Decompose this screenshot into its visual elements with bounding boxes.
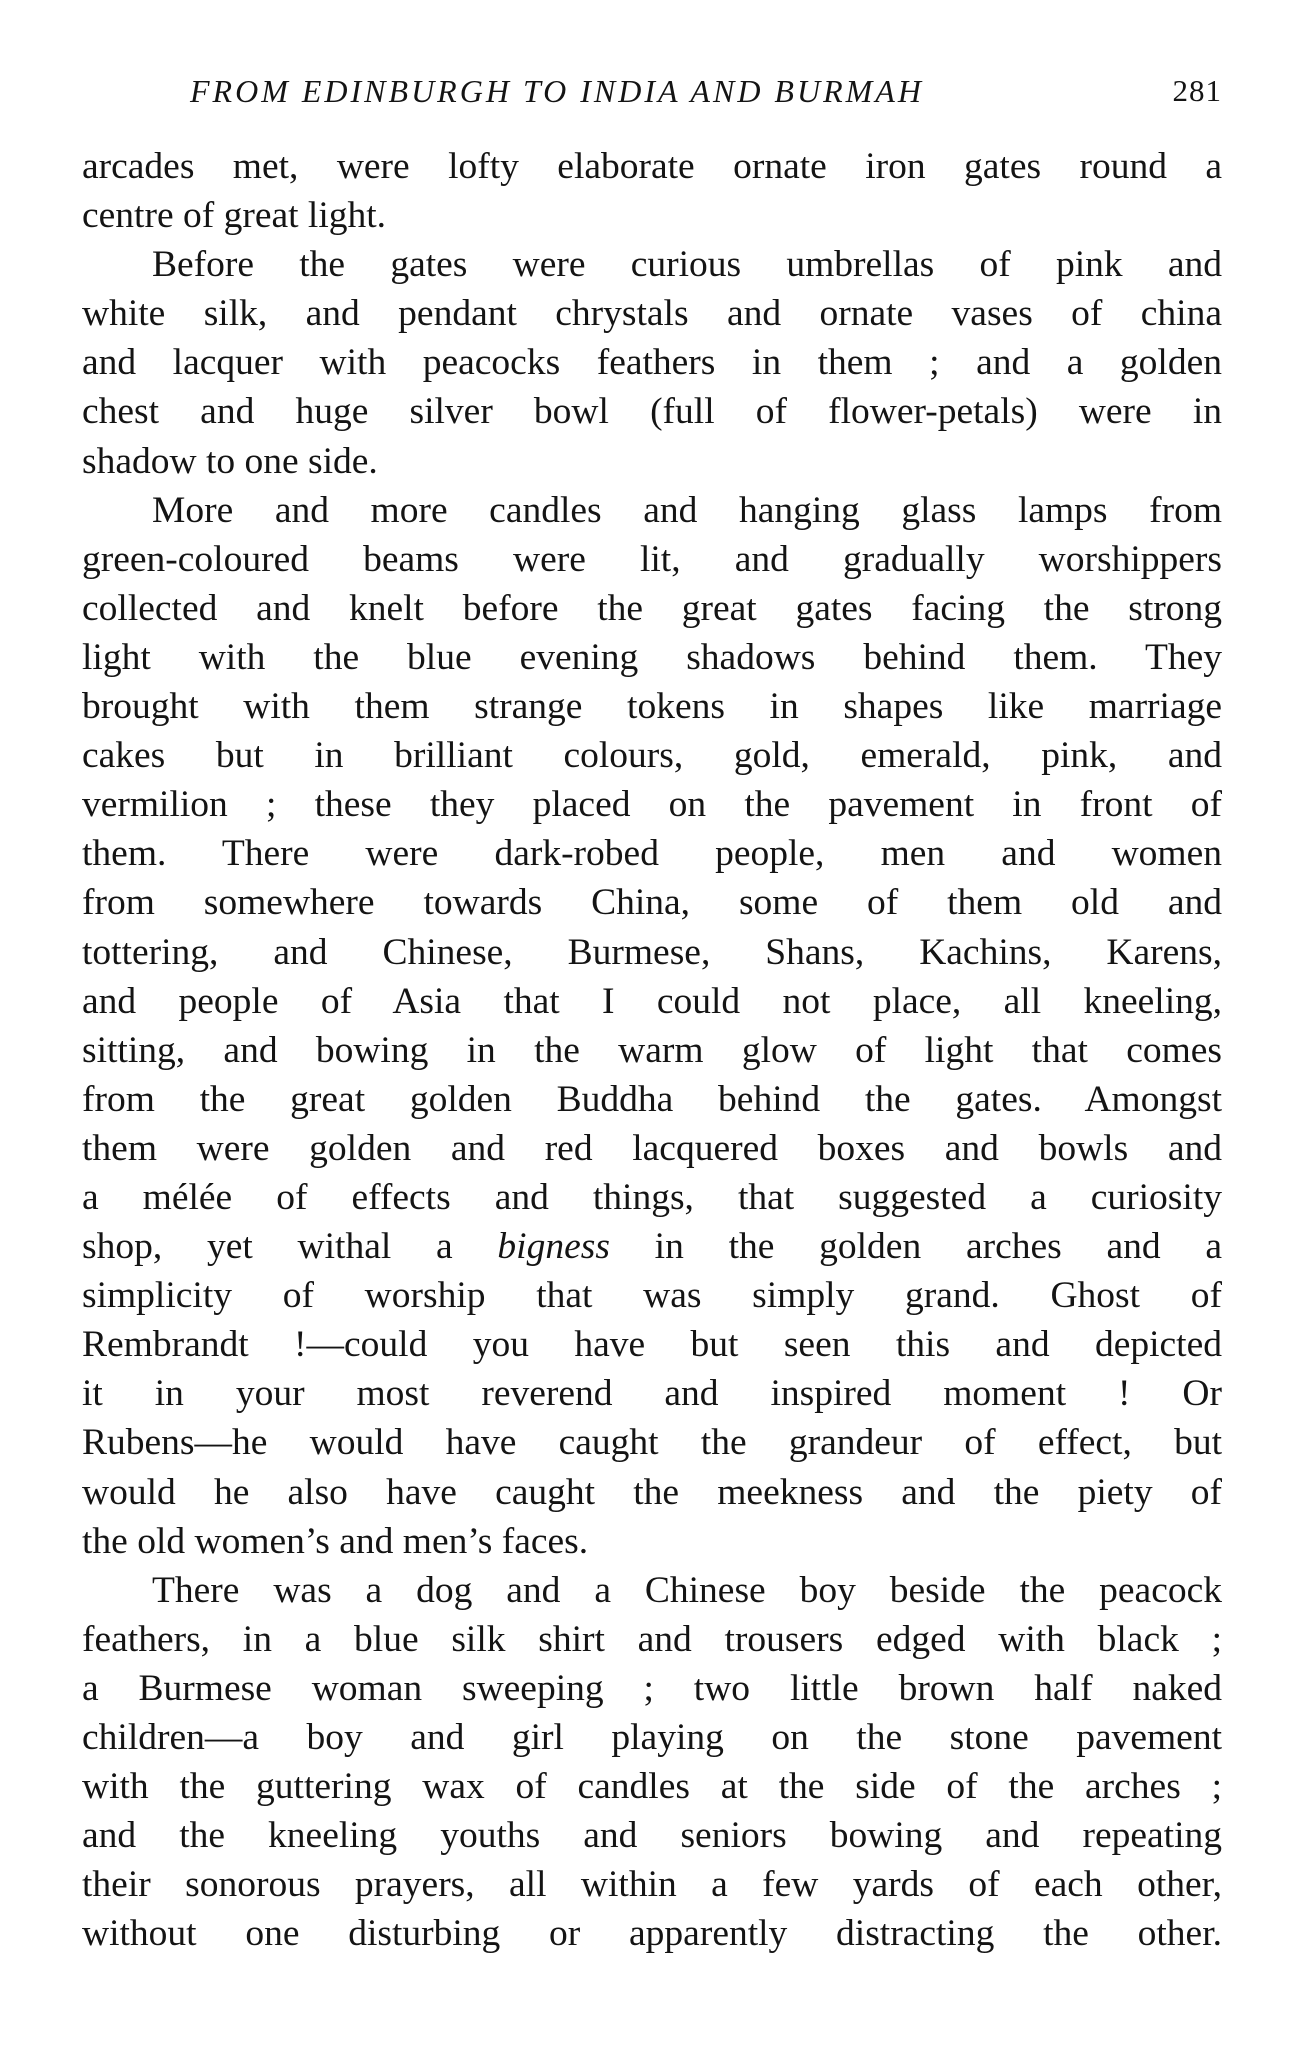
text-fragment: shop, yet withal a bbox=[82, 1226, 498, 1268]
paragraph-first-line: There was a dog and a Chinese boy beside the peacock bbox=[152, 1569, 1222, 1611]
text-line: Rembrandt !—could you have but seen this and depicted bbox=[82, 1324, 1222, 1366]
text-line: light with the blue evening shadows behind them. They bbox=[82, 636, 1222, 678]
text-line: and lacquer with peacocks feathers in them ; and a golden bbox=[82, 342, 1222, 384]
paragraph-first-line: Before the gates were curious umbrellas of pink and bbox=[152, 244, 1222, 286]
text-line: chest and huge silver bowl (full of flower-petals) were in bbox=[82, 391, 1222, 433]
text-line: simplicity of worship that was simply grand. Ghost of bbox=[82, 1275, 1222, 1317]
text-line: sitting, and bowing in the warm glow of light that comes bbox=[82, 1029, 1222, 1071]
text-line: cakes but in brilliant colours, gold, emerald, pink, and bbox=[82, 735, 1222, 777]
text-line: the old women’s and men’s faces. bbox=[82, 1520, 589, 1562]
text-line: and the kneeling youths and seniors bowing and repeating bbox=[82, 1815, 1222, 1857]
text-line: Rubens—he would have caught the grandeur of effect, but bbox=[82, 1422, 1222, 1464]
italic-word: bigness bbox=[497, 1226, 610, 1268]
text-line: them were golden and red lacquered boxes and bowls and bbox=[82, 1127, 1222, 1169]
running-title: FROM EDINBURGH TO INDIA AND BURMAH bbox=[190, 73, 924, 109]
text-line: them. There were dark-robed people, men and women bbox=[82, 833, 1222, 875]
text-line: white silk, and pendant chrystals and ornate vases of china bbox=[82, 293, 1222, 335]
text-line: would he also have caught the meekness and the piety of bbox=[82, 1471, 1222, 1513]
text-line: collected and knelt before the great gates facing the strong bbox=[82, 587, 1222, 629]
text-line: brought with them strange tokens in shapes like marriage bbox=[82, 686, 1222, 728]
text-line: and people of Asia that I could not place, all kneeling, bbox=[82, 980, 1222, 1022]
paragraph-first-line: More and more candles and hanging glass lamps from bbox=[152, 489, 1222, 531]
text-line: a mélée of effects and things, that suggested a curiosity bbox=[82, 1176, 1222, 1218]
text-line: arcades met, were lofty elaborate ornate iron gates round a bbox=[82, 146, 1222, 187]
page-number: 281 bbox=[1172, 73, 1222, 108]
text-line: centre of great light. bbox=[82, 195, 387, 237]
text-line: tottering, and Chinese, Burmese, Shans, Kachins, Karens, bbox=[82, 931, 1222, 973]
text-line: without one disturbing or apparently distracting the other. bbox=[82, 1913, 1222, 1955]
running-head bbox=[80, 66, 1222, 116]
text-line: with the guttering wax of candles at the side of the arches ; bbox=[82, 1766, 1222, 1808]
text-line-with-italic bbox=[82, 1222, 1222, 1271]
text-line: it in your most reverend and inspired moment ! Or bbox=[82, 1373, 1222, 1415]
text-line: from somewhere towards China, some of them old and bbox=[82, 882, 1222, 924]
text-line: their sonorous prayers, all within a few yards of each other, bbox=[82, 1864, 1222, 1906]
text-line: from the great golden Buddha behind the gates. Amongst bbox=[82, 1078, 1222, 1120]
text-line: shadow to one side. bbox=[82, 440, 378, 482]
text-line: children—a boy and girl playing on the stone pavement bbox=[82, 1717, 1222, 1758]
text-line: green-coloured beams were lit, and gradually worshippers bbox=[82, 538, 1222, 580]
text-line: vermilion ; these they placed on the pavement in front of bbox=[82, 784, 1222, 826]
body-text bbox=[82, 142, 1222, 1958]
text-fragment: in the golden arches and a bbox=[609, 1226, 1222, 1268]
text-line: a Burmese woman sweeping ; two little brown half naked bbox=[82, 1667, 1222, 1709]
text-line: feathers, in a blue silk shirt and trousers edged with black ; bbox=[82, 1618, 1222, 1660]
